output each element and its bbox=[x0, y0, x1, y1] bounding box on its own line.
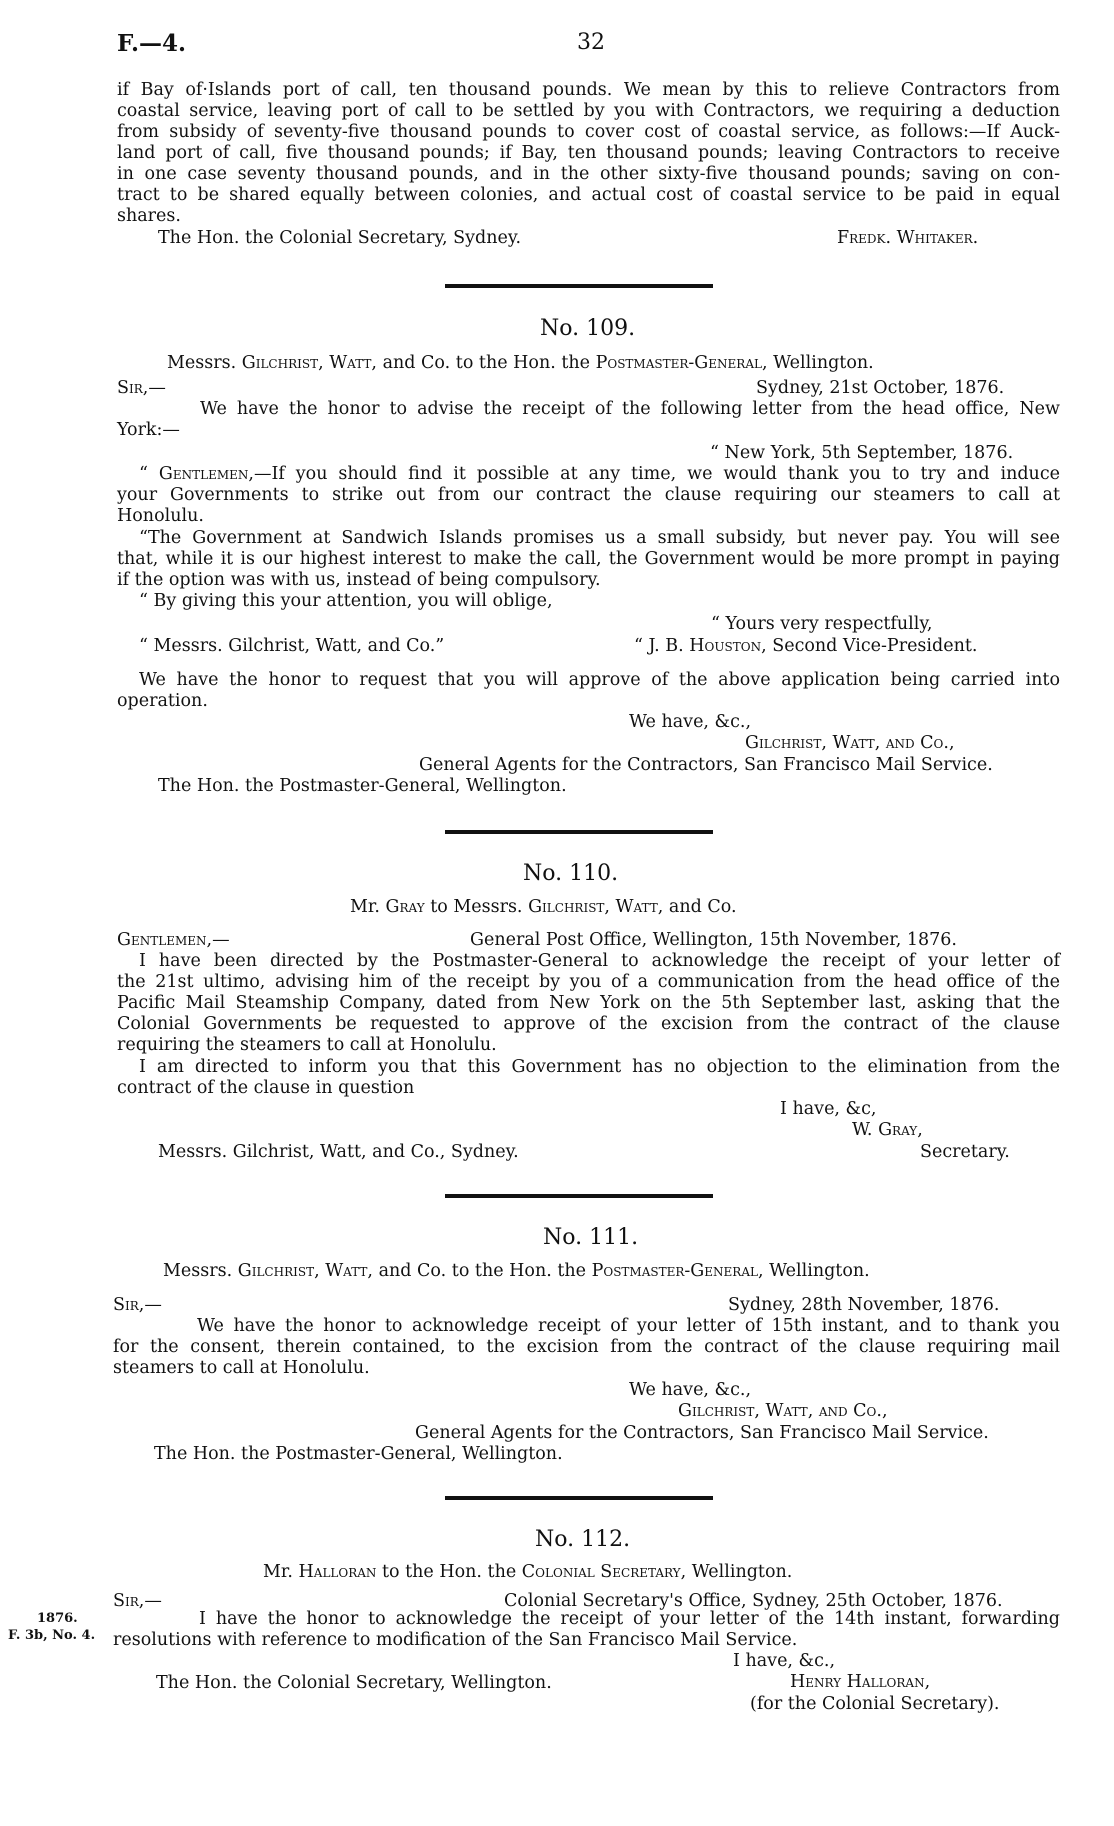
text-line: “ By giving this your attention, you will oblige, bbox=[139, 591, 553, 611]
dateline: General Post Office, Wellington, 15th November, 1876. bbox=[470, 930, 957, 950]
text-line: your Governments to strike out from our contract the clause requiring our steamers to call at bbox=[117, 485, 1060, 505]
letter-heading: Messrs. Gilchrist, Watt, and Co. to the Hon. the Postmaster-General, Wellington. bbox=[167, 353, 874, 373]
text-line: We have the honor to acknowledge receipt of your letter of 15th instant, and to thank you bbox=[197, 1316, 1060, 1336]
salutation: Gentlemen,— bbox=[117, 930, 230, 950]
text-line: I am directed to inform you that this Government has no objection to the elimination from the bbox=[139, 1057, 1060, 1077]
text-line: if Bay of·Islands port of call, ten thousand pounds. We mean by this to relieve Contractors from bbox=[117, 80, 1060, 100]
text-line: I have the honor to acknowledge the receipt of your letter of the 14th instant, forwarding bbox=[199, 1609, 1060, 1629]
section-divider bbox=[445, 830, 713, 834]
text-line: for the consent, therein contained, to the excision from the contract of the clause requiring mail bbox=[113, 1337, 1060, 1357]
text-line: I have been directed by the Postmaster-General to acknowledge the receipt of your letter of bbox=[139, 951, 1060, 971]
signature: Gilchrist, Watt, and Co., bbox=[745, 733, 955, 753]
report-code: F.—4. bbox=[117, 30, 187, 57]
salutation: Sir,— bbox=[117, 378, 166, 398]
inner-dateline: “ New York, 5th September, 1876. bbox=[710, 443, 1014, 463]
quoted-signature: “ J. B. Houston, Second Vice-President. bbox=[634, 636, 978, 656]
text-line: “ Gentlemen,—If you should find it possible at any time, we would thank you to try and induce bbox=[139, 464, 1060, 484]
text-line: contract of the clause in question bbox=[117, 1078, 415, 1098]
dateline: Sydney, 21st October, 1876. bbox=[756, 378, 1005, 398]
complimentary-close: I have, &c, bbox=[780, 1099, 877, 1119]
text-line: coastal service, leaving port of call to be settled by you with Contractors, we requiring a deduction bbox=[117, 101, 1060, 121]
text-line: requiring the steamers to call at Honolulu. bbox=[117, 1035, 497, 1055]
signature-role: (for the Colonial Secretary). bbox=[750, 1694, 1000, 1714]
complimentary-close: We have, &c., bbox=[629, 712, 752, 732]
text-line: land port of call, five thousand pounds; if Bay, ten thousand pounds; leaving Contractors to receive bbox=[117, 143, 1060, 163]
text-line: We have the honor to advise the receipt of the following letter from the head office, New bbox=[200, 399, 1060, 419]
text-line: if the option was with us, instead of being compulsory. bbox=[117, 570, 601, 590]
signature: W. Gray, bbox=[852, 1120, 923, 1140]
addressee: The Hon. the Postmaster-General, Wellington. bbox=[158, 776, 567, 796]
letter-number: No. 111. bbox=[543, 1225, 639, 1250]
section-divider bbox=[445, 1194, 713, 1198]
letter-heading: Messrs. Gilchrist, Watt, and Co. to the Hon. the Postmaster-General, Wellington. bbox=[163, 1261, 870, 1281]
page-number: 32 bbox=[577, 30, 605, 55]
letter-heading: Mr. Halloran to the Hon. the Colonial Secretary, Wellington. bbox=[263, 1562, 793, 1582]
text-line: steamers to call at Honolulu. bbox=[113, 1358, 370, 1378]
text-line: Pacific Mail Steamship Company, dated from New York on the 5th September last, asking that the bbox=[117, 993, 1060, 1013]
addressee: The Hon. the Colonial Secretary, Sydney. bbox=[158, 228, 522, 248]
text-line: operation. bbox=[117, 691, 208, 711]
letter-number: No. 110. bbox=[523, 861, 619, 886]
signature: Henry Halloran, bbox=[790, 1672, 931, 1692]
signature: Fredk. Whitaker. bbox=[837, 228, 979, 248]
complimentary-close: “ Yours very respectfully, bbox=[711, 614, 933, 634]
text-line: resolutions with reference to modification of the San Francisco Mail Service. bbox=[113, 1630, 798, 1650]
text-line: that, while it is our highest interest to make the call, the Government would be more prompt in paying bbox=[117, 549, 1060, 569]
text-line: York:— bbox=[117, 420, 180, 440]
letter-number: No. 112. bbox=[535, 1527, 631, 1552]
addressee: The Hon. the Postmaster-General, Wellington. bbox=[154, 1444, 563, 1464]
section-divider bbox=[445, 284, 713, 288]
quoted-addressee: “ Messrs. Gilchrist, Watt, and Co.” bbox=[139, 636, 445, 656]
text-line: Colonial Governments be requested to approve of the excision from the contract of the clause bbox=[117, 1014, 1060, 1034]
margin-year: 1876. bbox=[37, 1611, 78, 1626]
text-line: the 21st ultimo, advising him of the receipt by you of a communication from the head office of the bbox=[117, 972, 1060, 992]
complimentary-close: I have, &c., bbox=[733, 1651, 836, 1671]
dateline: Sydney, 28th November, 1876. bbox=[728, 1295, 1000, 1315]
text-line: in one case seventy thousand pounds, and in the other sixty-five thousand pounds; saving on con- bbox=[117, 164, 1060, 184]
text-line: We have the honor to request that you will approve of the above application being carried into bbox=[139, 670, 1060, 690]
text-line: shares. bbox=[117, 206, 181, 226]
margin-reference: F. 3b, No. 4. bbox=[8, 1628, 96, 1643]
letter-heading: Mr. Gray to Messrs. Gilchrist, Watt, and Co. bbox=[350, 897, 737, 917]
signature-role: Secretary. bbox=[920, 1142, 1010, 1162]
dateline: Colonial Secretary's Office, Sydney, 25th October, 1876. bbox=[504, 1591, 1003, 1611]
complimentary-close: We have, &c., bbox=[629, 1380, 752, 1400]
salutation: Sir,— bbox=[113, 1295, 162, 1315]
section-divider bbox=[445, 1496, 713, 1500]
addressee: The Hon. the Colonial Secretary, Wellington. bbox=[156, 1673, 552, 1693]
text-line: “The Government at Sandwich Islands promises us a small subsidy, but never pay. You will see bbox=[139, 528, 1060, 548]
text-line: Honolulu. bbox=[117, 506, 204, 526]
salutation: Sir,— bbox=[113, 1591, 162, 1611]
letter-number: No. 109. bbox=[540, 316, 636, 341]
text-line: from subsidy of seventy-five thousand pounds to cover cost of coastal service, as follows:—If Auck- bbox=[117, 122, 1060, 142]
text-line: tract to be shared equally between colonies, and actual cost of coastal service to be paid in equal bbox=[117, 185, 1060, 205]
signature: Gilchrist, Watt, and Co., bbox=[678, 1401, 888, 1421]
addressee: Messrs. Gilchrist, Watt, and Co., Sydney. bbox=[158, 1142, 519, 1162]
signature-role: General Agents for the Contractors, San Francisco Mail Service. bbox=[419, 755, 993, 775]
signature-role: General Agents for the Contractors, San Francisco Mail Service. bbox=[415, 1423, 989, 1443]
